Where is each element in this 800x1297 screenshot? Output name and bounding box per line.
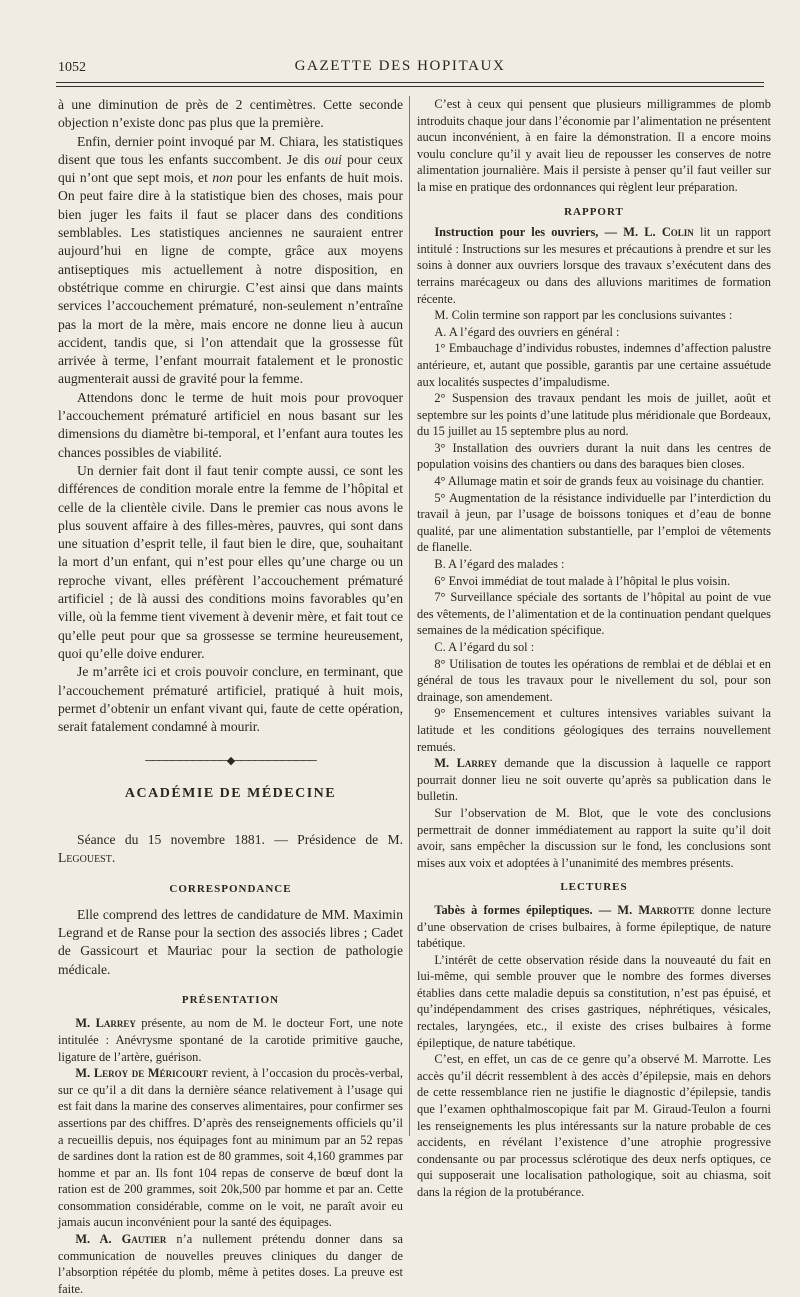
paragraph: C’est à ceux qui pensent que plusieurs milligrammes de plomb introduits chaque jour dans l’économie par l’alimentation ne présentent aucun inconvénient, à en faire la démonstration. Il a encore moins voulu conclure qu’il y avait lieu de repousser les conserves de notre alimentation journalière. Mais il persiste à penser qu’il faut veiller sur la mise en pratique des ordonnances qui règlent leur préparation. [417, 97, 771, 194]
list-item: 2° Suspension des travaux pendant les mois de juillet, août et septembre sur les points d’une latitude plus méridionale que Bordeaux, du 15 juillet au 15 septembre plus au nord. [417, 391, 771, 439]
list-item: 9° Ensemencement et cultures intensives variables suivant la latitude et les conditions géologiques des terrains nouvellement remués. [417, 706, 771, 754]
page-number: 1052 [58, 60, 86, 75]
paragraph: M. Larrey demande que la discussion à laquelle ce rapport pourrait donner lieu ne soit ouverte qu’après sa publication dans le bulletin. [417, 756, 772, 804]
paragraph: L’intérêt de cette observation réside dans la nouveauté du fait en lui-même, qui semble prouver que le nombre des formes diverses établies dans cette maladie depuis sa constitution, n’est pas épuisé, et qu’indépendamment des crises gastriques, néphrétiques, vésicales, rectales, laryngées, etc., il existe des crises bulbaires à forme épileptique, de nature tabétique. [417, 952, 771, 1050]
ornament-divider: ────────────◆──────────── [145, 755, 316, 768]
paragraph: B. A l’égard des malades : [434, 557, 565, 572]
left-column [58, 96, 403, 1297]
paragraph: à une diminution de près de 2 centimètres. Cette seconde objection n’existe donc pas plus que la première. [58, 97, 403, 131]
subsection-title: LECTURES [560, 881, 628, 894]
paragraph: Attendons donc le terme de huit mois pour provoquer l’accouchement prématuré artificiel en nous basant sur les dimensions du diamètre bi-temporal, et l’enfant aura toutes les chances possibles de viabilité. [58, 389, 403, 460]
paragraph: A. A l’égard des ouvriers en général : [434, 324, 620, 339]
paragraph: Tabès à formes épileptiques. — M. Marrotte donne lecture d’une observation de crises bulbaires, à forme épileptique, de nature tabétique. [417, 902, 772, 951]
paragraph: Un dernier fait dont il faut tenir compte aussi, ce sont les différences de condition morale entre la femme de l’hôpital et celle de la clientèle civile. Dans le premier cas nous avons le plus souvent affaire à des filles-mères, pauvres, qui sont dans une situation d’esprit telle, il faut bien le dire, que, souhaitant la mort d’un enfant, qui n’est pour elles qu’une charge ou un reproche vivant, elles préfèrent l’accouchement prématuré artificiel ; de là aussi des conditions moins favorables qu’en ville, où la femme tient vivement à devenir mère, et fait tout ce qu’elle peut pour que sa grossesse se termine heureusement, quoi qu’elle doive endurer. [58, 462, 403, 661]
paragraph: Je m’arrête ici et crois pouvoir conclure, en terminant, que l’accouchement prématuré artificiel, pratiqué à huit mois, permet d’obtenir un enfant vivant qui, faute de cette opération, serait fatalement condamné à mourir. [58, 664, 403, 735]
list-item: 7° Surveillance spéciale des sortants de l’hôpital au point de vue des vêtements, de l’alimentation et de la continuation pendant quelques semaines de la médication spécifique. [417, 590, 771, 638]
list-item: 6° Envoi immédiat de tout malade à l’hôpital le plus voisin. [434, 573, 731, 588]
paragraph: M. A. Gautier n’a nullement prétendu donner dans sa communication de nouvelles preuves cliniques du danger de l’absorption répétée du plomb, même à petites doses. La preuve est faite. [58, 1232, 403, 1296]
paragraph: C’est, en effet, un cas de ce genre qu’a observé M. Marrotte. Les accès qu’il décrit ressemblent à des accès d’épilepsie, mais en dehors de cette ressemblance rien ne justifie le diagnostic d’épilepsie, tandis que l’examen ophthalmoscopique fait par M. Giraud-Teulon a fourni les renseignements les plus intéressants sur la nature probable de ces accidents, en révélant l’existence d’une atrophie progressive condensante ou par processus sclérotique des deux nerfs optiques, ce qui supposerait une localisation pathologique, soit au chiasma, soit dans la région de la protubérance. [417, 1052, 771, 1199]
right-column [417, 96, 771, 1201]
list-item: 8° Utilisation de toutes les opérations de remblai et de déblai et en général de tous les travaux pour le nivellement du sol, pour son drainage, son amendement. [417, 656, 771, 704]
list-item: 1° Embauchage d’individus robustes, indemnes d’affection palustre antérieure, et, autant que possible, garantis par une certaine assuétude aux localités suspectes d’impaludisme. [417, 341, 771, 389]
subsection-title: RAPPORT [564, 205, 624, 218]
subsection-title: CORRESPONDANCE [169, 882, 292, 895]
section-title: ACADÉMIE DE MÉDECINE [124, 785, 337, 801]
paragraph: M. Colin termine son rapport par les conclusions suivantes : [434, 308, 733, 323]
list-item: 3° Installation des ouvriers durant la nuit dans les centres de population voisins des chantiers ou dans des baraques bien closes. [417, 440, 771, 472]
list-item: 5° Augmentation de la résistance individuelle par l’interdiction du travail à jeun, par l’usage de boissons toniques et d’eau de bonne qualité, par une alimentation substantielle, par l’emploi de vêtements de flanelle. [417, 490, 771, 555]
paragraph: Instruction pour les ouvriers, — M. L. Colin lit un rapport intitulé : Instructions sur les mesures et précautions à prendre et sur les soins à donner aux ouvriers lorsque des travaux s’exécutent dans des terrains marécageux ou dans des alluvions maritimes de formation récente. [417, 225, 771, 306]
seance-line: Séance du 15 novembre 1881. — Présidence de M. Legouest. [58, 831, 403, 866]
paragraph: C. A l’égard du sol : [434, 640, 535, 654]
header-rule-2 [56, 86, 764, 87]
paragraph: M. Leroy de Méricourt revient, à l’occasion du procès-verbal, sur ce qu’il a dit dans la dernière séance relativement à l’usage qui est fait dans la marine des conserves alimentaires, pour confirmer ses assertions par des chiffres. D’après des renseignements officiels qu’il a recueillis depuis, nos équipages font au minimum par an 52 repas de sardines dont la ration est de 80 grammes, soit 4,160 grammes par homme et par an. Ils font 104 repas de conserve de bœuf dont la ration est de 200 grammes, soit 20k,500 par homme et par an. Cette consommation considérable, comme on le voit, ne paraît avoir eu jamais aucun inconvénient pour la santé des équipages. [58, 1066, 403, 1230]
paragraph: M. Larrey présente, au nom de M. le docteur Fort, une note intitulée : Anévrysme spontané de la carotide primitive gauche, ligature de l’artère, guérison. [58, 1016, 403, 1064]
list-item: 4° Allumage matin et soir de grands feux au voisinage du chantier. [434, 474, 765, 489]
paragraph: Elle comprend des lettres de candidature de MM. Maximin Legrand et de Ranse pour la section des associés libres ; Cadet de Gassicourt et Mauriac pour la section de pathologie médicale. [58, 906, 403, 977]
header-rule [56, 82, 764, 83]
paragraph: Sur l’observation de M. Blot, que le vote des conclusions permettrait de donner immédiatement au rapport la suite qu’il doit avoir, sans empêcher la discussion sur le fond, les conclusions sont mises aux voix et adoptées à l’unanimité des membres présents. [417, 805, 771, 870]
subsection-title: PRÉSENTATION [181, 994, 280, 1007]
column-divider [409, 96, 410, 1136]
journal-title: GAZETTE DES HOPITAUX [294, 58, 506, 74]
paragraph: Enfin, dernier point invoqué par M. Chiara, les statistiques disent que tous les enfants succombent. Je dis oui pour ceux qui n’ont que sept mois, et non pour les enfants de huit mois. On peut faire dire à la statistique bien des choses, mais pour bien juger les faits il faut se placer dans des conditions semblables. Les statistiques anciennes ne sauraient entrer aujourd’hui en ligne de compte, grâce aux moyens antiseptiques mis actuellement à notre disposition, en obstétrique comme en chirurgie. C’est ainsi que dans maints services l’accouchement prématuré, non-seulement n’entraîne pas la mort de la mère, mais encore ne donne lieu à aucun accident, tandis que, si l’on attendait que la grossesse fût arrivée à terme, l’enfant mourrait fatalement et le pronostic augmenterait aussi de gravité pour la femme. [58, 133, 403, 387]
